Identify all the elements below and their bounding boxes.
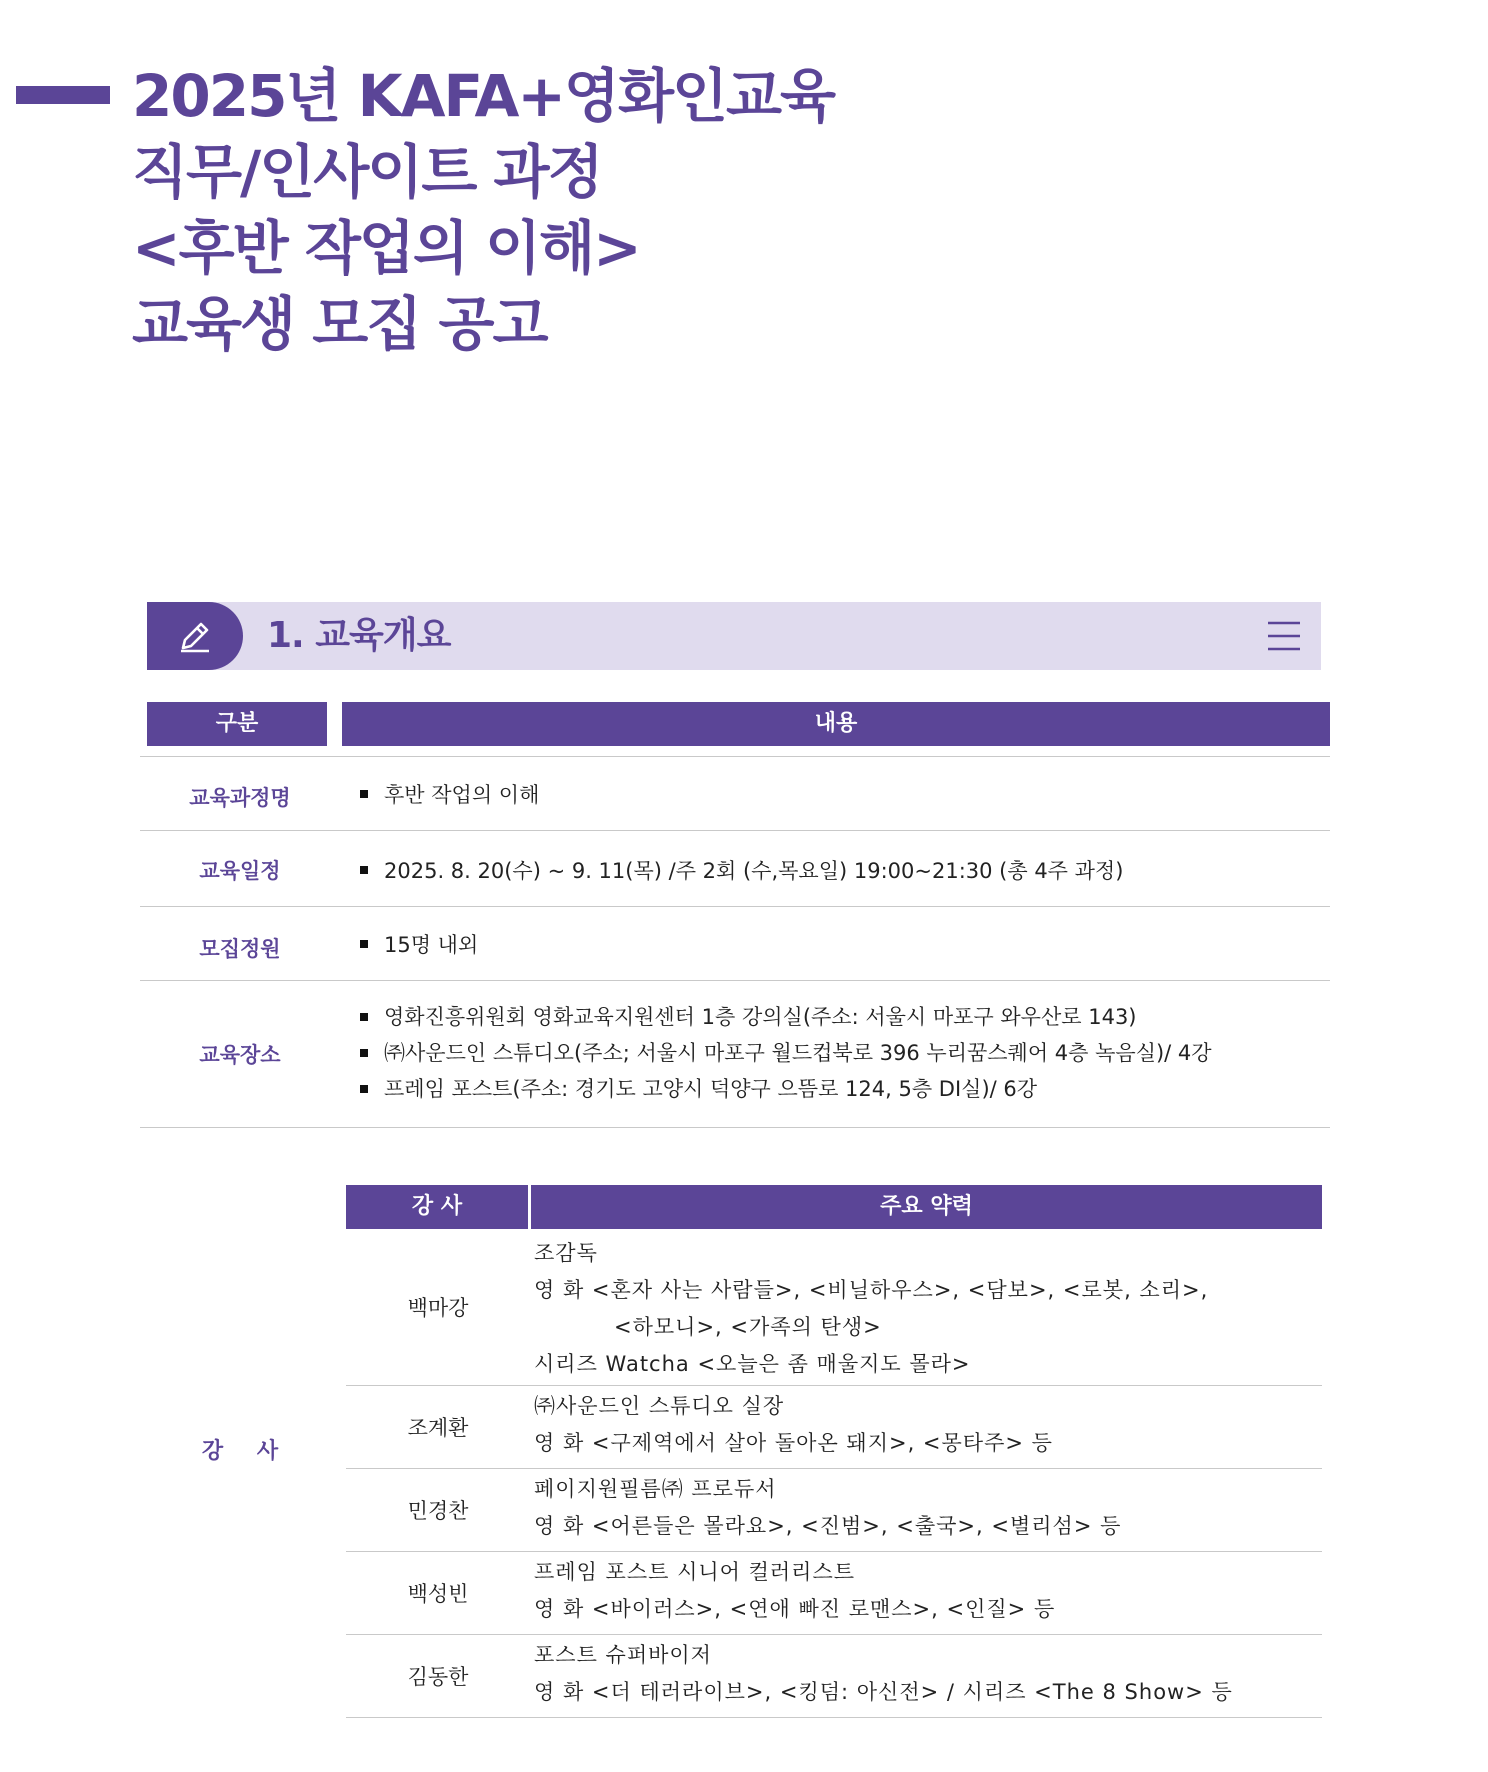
instructor-name: 백마강: [407, 1296, 469, 1320]
career-line: 프레임 포스트 시니어 컬러리스트: [534, 1560, 856, 1584]
table-row: [346, 1635, 1322, 1718]
instructor-name: 조계환: [407, 1416, 469, 1440]
career-line: 영 화 <어른들은 몰라요>, <진범>, <출국>, <별리섬> 등: [534, 1514, 1122, 1538]
career-line: 영 화 <더 테러라이브>, <킹덤: 아신전> / 시리즈 <The 8 Show> 등: [534, 1680, 1233, 1704]
instructor-name: 김동한: [407, 1665, 469, 1689]
table-row: [140, 980, 1330, 1128]
career-line: 조감독: [534, 1241, 598, 1265]
instructor-name: 백성빈: [407, 1582, 469, 1606]
row-label: 교육과정명: [189, 786, 291, 810]
table-row: [140, 756, 1330, 831]
title-line-3: <후반 작업의 이해>: [132, 214, 640, 282]
list-item: ㈜사운드인 스튜디오(주소; 서울시 마포구 월드컵북로 396 누리꿈스퀘어 4층 녹음실)/ 4강: [358, 1035, 1330, 1071]
instructor-name: 민경찬: [407, 1499, 469, 1523]
table-row: [140, 830, 1330, 907]
row-label: 교육장소: [199, 1043, 281, 1067]
career-line: 포스트 슈퍼바이저: [534, 1643, 712, 1667]
title-line-2: 직무/인사이트 과정: [132, 138, 602, 206]
career-line: 영 화 <구제역에서 살아 돌아온 돼지>, <몽타주> 등: [534, 1431, 1053, 1455]
section-header: [147, 602, 1321, 670]
career-line: <하모니>, <가족의 탄생>: [614, 1315, 882, 1339]
table-row: [346, 1229, 1322, 1386]
career-line: 페이지원필름㈜ 프로듀서: [534, 1477, 777, 1501]
career-line: 영 화 <혼자 사는 사람들>, <비닐하우스>, <담보>, <로봇, 소리>,: [534, 1278, 1209, 1302]
list-item: 후반 작업의 이해: [358, 779, 1330, 809]
table-row: [346, 1386, 1322, 1469]
row-label: 모집정원: [199, 937, 281, 961]
career-line: 영 화 <바이러스>, <연애 빠진 로맨스>, <인질> 등: [534, 1597, 1056, 1621]
pencil-icon: [175, 616, 215, 656]
overview-header-category: 구분: [147, 702, 327, 746]
title-accent-bar: [16, 86, 110, 104]
section-tab: [147, 602, 243, 670]
list-item: 15명 내외: [358, 929, 1330, 959]
section-title: 1. 교육개요: [267, 615, 451, 656]
page-title: [132, 58, 834, 362]
overview-header-content: 내용: [342, 702, 1330, 746]
list-item: 2025. 8. 20(수) ~ 9. 11(목) /주 2회 (수,목요일) 19:00~21:30 (총 4주 과정): [358, 855, 1330, 885]
list-item: 영화진흥위원회 영화교육지원센터 1층 강의실(주소: 서울시 마포구 와우산로 143): [358, 999, 1330, 1035]
hamburger-menu-icon: [1267, 620, 1301, 652]
table-row: [140, 906, 1330, 981]
row-label: 교육일정: [199, 859, 281, 883]
instructors-label: 강 사: [201, 1439, 279, 1464]
instructors-header-career: 주요 약력: [531, 1185, 1322, 1229]
career-line: 시리즈 Watcha <오늘은 좀 매울지도 몰라>: [534, 1352, 971, 1376]
title-line-1: 2025년 KAFA+영화인교육: [132, 62, 835, 130]
career-line: ㈜사운드인 스튜디오 실장: [534, 1394, 785, 1418]
table-row: [346, 1552, 1322, 1635]
title-line-4: 교육생 모집 공고: [132, 290, 547, 358]
table-row: [346, 1469, 1322, 1552]
list-item: 프레임 포스트(주소: 경기도 고양시 덕양구 으뜸로 124, 5층 DI실)/ 6강: [358, 1071, 1330, 1107]
instructors-header-name: 강 사: [346, 1185, 528, 1229]
